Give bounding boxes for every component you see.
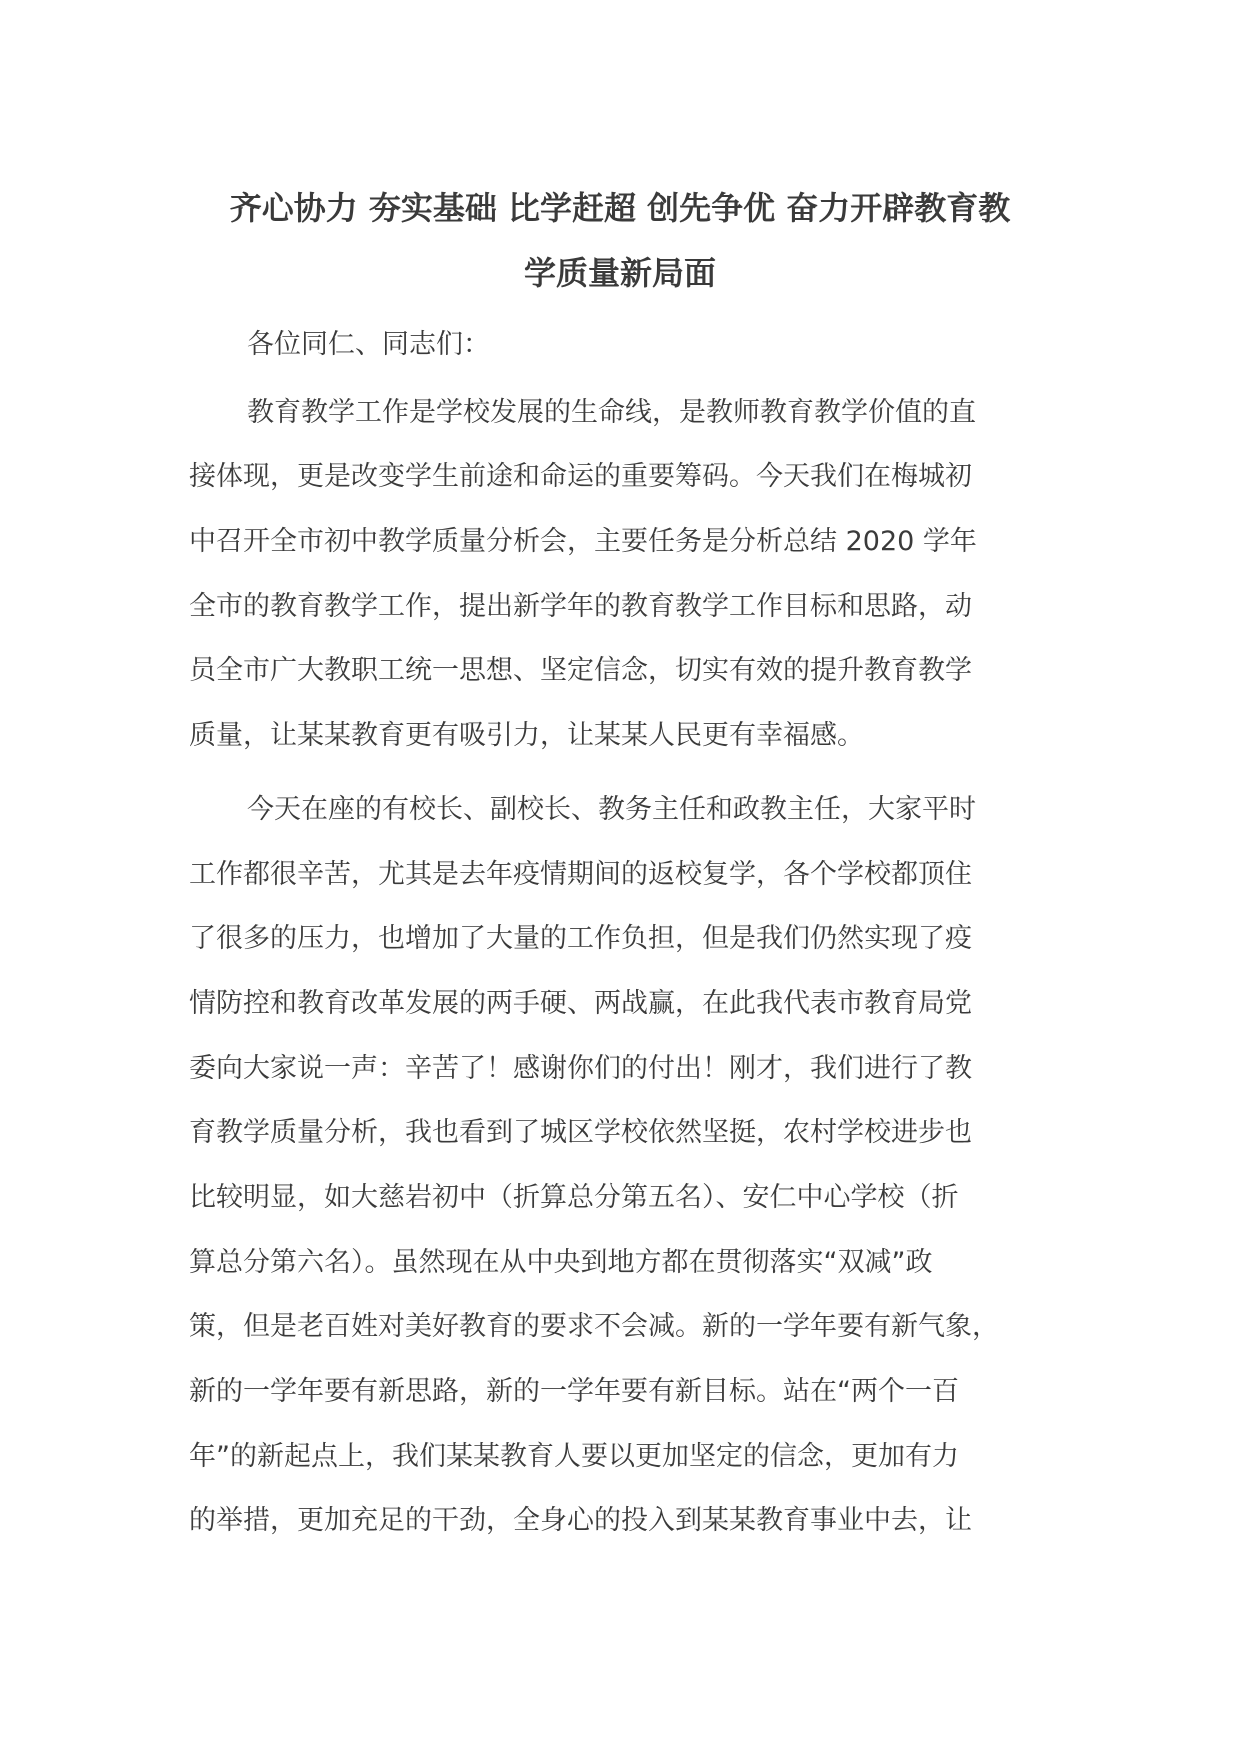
paragraph-2-line-10: 新的一学年要有新思路，新的一学年要有新目标。站在“两个一百 <box>189 1376 959 1407</box>
paragraph-1-line-6: 质量，让某某教育更有吸引力，让某某人民更有幸福感。 <box>189 720 864 751</box>
paragraph-2-line-7: 比较明显，如大慈岩初中（折算总分第五名）、安仁中心学校（折 <box>189 1182 959 1213</box>
paragraph-2-line-4: 情防控和教育改革发展的两手硬、两战赢，在此我代表市教育局党 <box>189 988 972 1019</box>
paragraph-2-line-1: 今天在座的有校长、副校长、教务主任和政教主任，大家平时 <box>247 794 976 825</box>
paragraph-1-line-3: 中召开全市初中教学质量分析会，主要任务是分析总结 2020 学年 <box>189 526 977 557</box>
paragraph-2-line-2: 工作都很辛苦，尤其是去年疫情期间的返校复学，各个学校都顶住 <box>189 859 972 890</box>
salutation: 各位同仁、同志们： <box>247 329 490 360</box>
title-line-2: 学质量新局面 <box>523 254 716 292</box>
paragraph-1-line-1: 教育教学工作是学校发展的生命线，是教师教育教学价值的直 <box>247 397 976 428</box>
paragraph-2-line-5: 委向大家说一声：辛苦了！感谢你们的付出！刚才，我们进行了教 <box>189 1053 972 1084</box>
document-title <box>190 176 1050 306</box>
paragraph-2-line-12: 的举措，更加充足的干劲，全身心的投入到某某教育事业中去，让 <box>189 1505 972 1536</box>
paragraph-1-line-2: 接体现，更是改变学生前途和命运的重要筹码。今天我们在梅城初 <box>189 461 972 492</box>
paragraph-2-line-9: 策，但是老百姓对美好教育的要求不会减。新的一学年要有新气象， <box>189 1311 999 1342</box>
title-line-1: 齐心协力 夯实基础 比学赶超 创先争优 奋力开辟教育教 <box>229 189 1011 227</box>
paragraph-2-line-6: 育教学质量分析，我也看到了城区学校依然坚挺，农村学校进步也 <box>189 1117 972 1148</box>
paragraph-1-line-5: 员全市广大教职工统一思想、坚定信念，切实有效的提升教育教学 <box>189 655 972 686</box>
paragraph-2-line-8: 算总分第六名）。虽然现在从中央到地方都在贯彻落实“双减”政 <box>189 1247 933 1278</box>
paragraph-2-line-11: 年”的新起点上，我们某某教育人要以更加坚定的信念，更加有力 <box>189 1441 959 1472</box>
paragraph-2-line-3: 了很多的压力，也增加了大量的工作负担，但是我们仍然实现了疫 <box>189 923 972 954</box>
paragraph-1-line-4: 全市的教育教学工作，提出新学年的教育教学工作目标和思路，动 <box>189 591 972 622</box>
